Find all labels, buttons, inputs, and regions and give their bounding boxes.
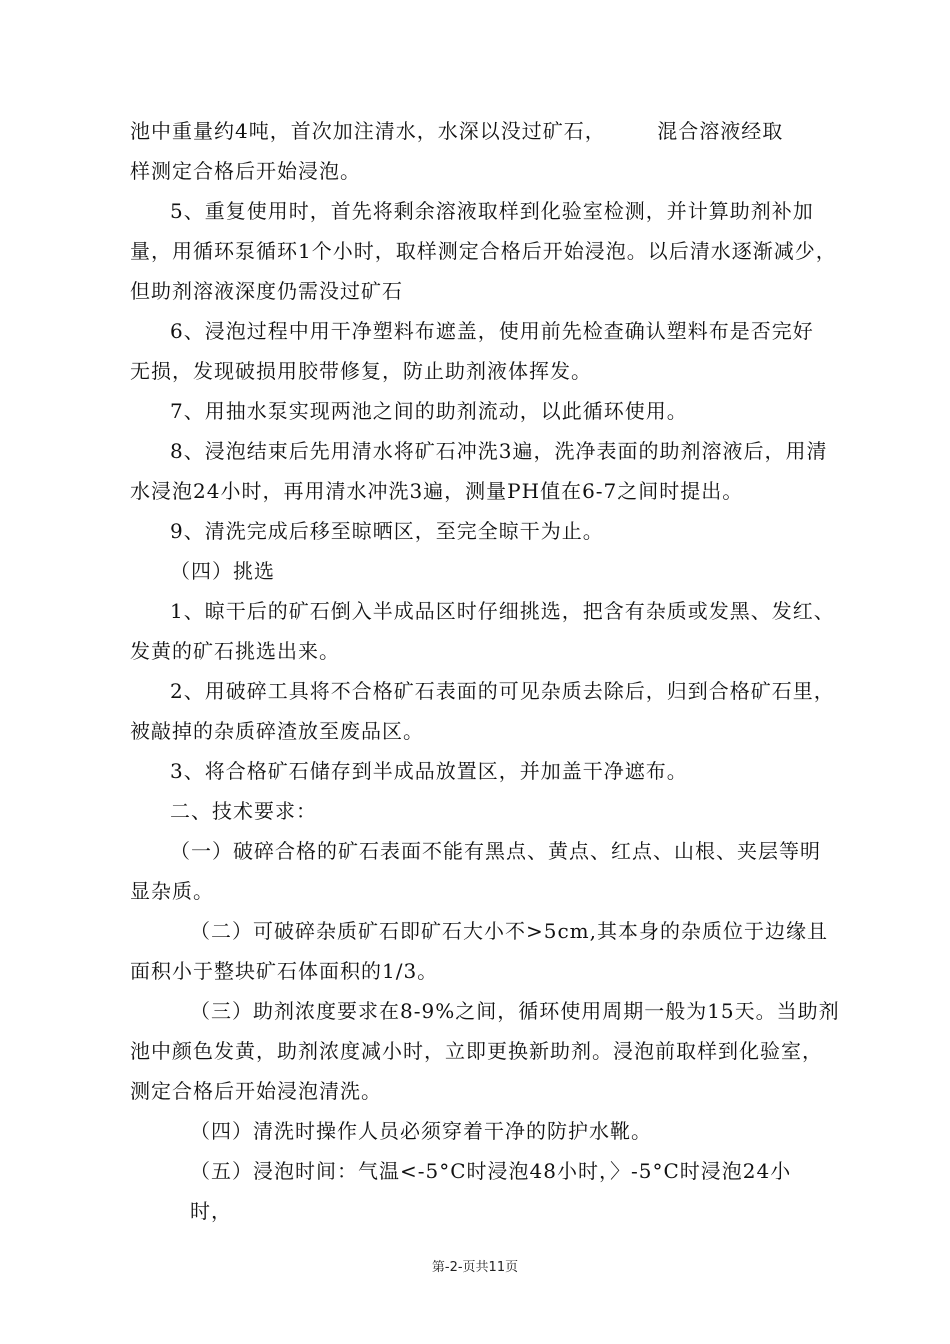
text-line-26: （四）清洗时操作人员必须穿着干净的防护水靴。: [190, 1119, 652, 1143]
text-line-20: 显杂质。: [130, 879, 214, 903]
text-line-23: （三）助剂浓度要求在8-9%之间，循环使用周期一般为15天。当助剂: [190, 999, 840, 1023]
text-line-8: 7、用抽水泵实现两池之间的助剂流动，以此循环使用。: [170, 399, 688, 423]
text-line-9: 8、浸泡结束后先用清水将矿石冲洗3遍，洗净表面的助剂溶液后，用清: [170, 439, 828, 463]
text-line-15: 2、用破碎工具将不合格矿石表面的可见杂质去除后，归到合格矿石里，: [170, 679, 835, 703]
text-line-16: 被敲掉的杂质碎渣放至废品区。: [130, 719, 424, 743]
text-line-24: 池中颜色发黄，助剂浓度减小时，立即更换新助剂。浸泡前取样到化验室，: [130, 1039, 823, 1063]
text-line-17: 3、将合格矿石储存到半成品放置区，并加盖干净遮布。: [170, 759, 688, 783]
text-line-4: 量，用循环泵循环1个小时，取样测定合格后开始浸泡。以后清水逐渐减少，: [130, 239, 837, 263]
section-heading-tech: 二、技术要求：: [170, 799, 317, 823]
text-line-5: 但助剂溶液深度仍需没过矿石: [130, 279, 403, 303]
text-line-3: 5、重复使用时，首先将剩余溶液取样到化验室检测，并计算助剂补加: [170, 199, 814, 223]
text-line-21: （二）可破碎杂质矿石即矿石大小不>5cm,其本身的杂质位于边缘且: [190, 919, 829, 943]
text-line-6: 6、浸泡过程中用干净塑料布遮盖，使用前先检查确认塑料布是否完好: [170, 319, 814, 343]
text-line-28: 时，: [190, 1199, 232, 1223]
text-line-13: 1、晾干后的矿石倒入半成品区时仔细挑选，把含有杂质或发黑、发红、: [170, 599, 835, 623]
section-heading-4: （四）挑选: [170, 559, 275, 583]
text-line-14: 发黄的矿石挑选出来。: [130, 639, 340, 663]
text-line-7: 无损，发现破损用胶带修复，防止助剂液体挥发。: [130, 359, 592, 383]
text-line-25: 测定合格后开始浸泡清洗。: [130, 1079, 382, 1103]
text-line-11: 9、清洗完成后移至晾晒区，至完全晾干为止。: [170, 519, 604, 543]
text-line-27: （五）浸泡时间：气温<-5°C时浸泡48小时，〉-5°C时浸泡24小: [190, 1159, 792, 1183]
page-footer: 第-2-页共11页: [431, 1260, 519, 1275]
text-line-22: 面积小于整块矿石体面积的1/3。: [130, 959, 439, 983]
text-line-1: 池中重量约4吨，首次加注清水，水深以没过矿石， 混合溶液经取: [130, 119, 784, 143]
text-line-10: 水浸泡24小时，再用清水冲洗3遍，测量PH值在6-7之间时提出。: [130, 479, 744, 503]
text-line-2: 样测定合格后开始浸泡。: [130, 159, 361, 183]
text-line-19: （一）破碎合格的矿石表面不能有黑点、黄点、红点、山根、夹层等明: [170, 839, 821, 863]
